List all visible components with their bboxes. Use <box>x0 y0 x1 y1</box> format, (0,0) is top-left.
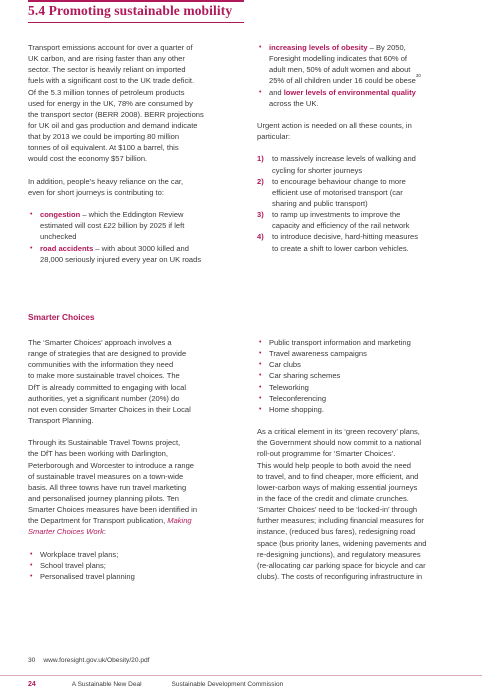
text-line: further measures; including financial measures for <box>257 516 424 526</box>
smarter-measures-list-right <box>257 337 472 415</box>
numbered-list <box>257 153 467 253</box>
text-line: DfT is already committed to engaging with local <box>28 382 187 392</box>
text-line: the transport sector (BERR 2008). BERR projections <box>28 109 204 119</box>
bullet-obesity <box>257 42 467 87</box>
text-line: As a critical element in its ‘green recovery’ plans, <box>257 427 420 437</box>
publication-title: Making <box>167 516 192 526</box>
list-item: • Home shopping. <box>257 404 472 415</box>
text-line: roll-out programme for ‘Smarter Choices’. <box>257 449 396 459</box>
text-line: capacity and efficiency of the rail network <box>272 221 410 231</box>
text-line: Peterborough and Worcester to introduce a range <box>28 460 194 470</box>
list-item: • Teleconferencing <box>257 393 472 404</box>
travel-towns-paragraph <box>28 437 238 537</box>
intro-paragraph <box>28 42 238 165</box>
text-line: Of the 5.3 million tonnes of petroleum products <box>28 87 185 97</box>
text-line: to massively increase levels of walking and <box>272 154 416 164</box>
text-line: Transport Planning. <box>28 415 94 425</box>
numbered-item <box>257 176 467 209</box>
text-line: that by 2013 we could be importing 80 million <box>28 132 180 142</box>
text-line: ‘Smarter Choices’ need to be ‘locked-in’ through <box>257 505 418 515</box>
text-line: unchecked <box>40 232 77 242</box>
bullet-bold-term: congestion <box>40 210 81 220</box>
list-item: • Car clubs <box>257 359 472 370</box>
right-column-bottom <box>257 337 472 582</box>
text-line: lower-carbon ways of making essential journeys <box>257 482 418 492</box>
text-line: to make more sustainable travel choices. The <box>28 371 180 381</box>
text-line: authorities, yet a significant number (20%) do <box>28 393 180 403</box>
text-line: instance, (reduced bus fares), redesigning road <box>257 527 416 537</box>
text-line: – By 2050, <box>367 43 406 52</box>
text-line: UK carbon, and are rising faster than any other <box>28 54 185 64</box>
text-line: cycling for shorter journeys <box>272 165 363 175</box>
list-item: • Travel awareness campaigns <box>257 348 472 359</box>
item-number: 3) <box>257 210 264 220</box>
text-line: sharing and public transport) <box>272 198 368 208</box>
text-line: Urgent action is needed on all these counts, in <box>257 120 412 130</box>
text-line: – which the Eddington Review <box>80 210 184 220</box>
text-line: communities with the information they need <box>28 360 174 370</box>
text-line: Foresight modelling indicates that 60% of <box>269 54 408 64</box>
text-line: clubs). The costs of reconfiguring infrastructure in <box>257 571 423 581</box>
numbered-item <box>257 153 467 175</box>
footnote-number: 30 <box>28 657 36 664</box>
bullet-bold-term: lower levels of environmental quality <box>283 87 416 97</box>
bullet-bold-term: road accidents <box>40 243 94 253</box>
item-number: 1) <box>257 154 264 164</box>
numbered-item <box>257 209 467 231</box>
smarter-choices-heading: Smarter Choices <box>28 312 95 322</box>
urgent-action-paragraph <box>257 120 467 142</box>
item-number: 4) <box>257 232 264 242</box>
text-line: and personalised journey planning pilots. Ten <box>28 493 179 503</box>
smarter-choices-intro <box>28 337 238 426</box>
text-line: space (bus priority lanes, widening pavements and <box>257 538 427 548</box>
text-line: to travel, and to find cheaper, more efficient, and <box>257 471 419 481</box>
text-line: This would help people to both avoid the need <box>257 460 411 470</box>
text-line: Through its Sustainable Travel Towns project, <box>28 438 181 448</box>
list-item: • Public transport information and marketing <box>257 337 472 348</box>
text-line: to create a shift to lower carbon vehicles. <box>272 243 409 253</box>
footnote <box>28 657 150 664</box>
text-line: tonnes of oil equivalent. At $100 a barrel, this <box>28 143 179 153</box>
text-line: The ‘Smarter Choices’ approach involves a <box>28 338 172 347</box>
text-line: the Department for Transport publication, <box>28 516 168 526</box>
text-line: Transport emissions account for over a quarter of <box>28 43 193 52</box>
text-line: of sustainable travel measures on a town-wide <box>28 471 184 481</box>
text-line: the DfT has been working with Darlington, <box>28 449 168 459</box>
text-line: : <box>103 527 107 537</box>
text-line: Smarter Choices measures have been identified in <box>28 505 198 515</box>
text-line: to ramp up investments to improve the <box>272 210 401 220</box>
text-line: 28,000 seriously injured every year on UK roads <box>40 254 202 264</box>
text-line: efficient use of motorised transport (car <box>272 187 403 197</box>
left-column-bottom <box>28 337 238 582</box>
numbered-item <box>257 231 467 253</box>
top-rule <box>28 0 244 2</box>
list-item: • Teleworking <box>257 382 472 393</box>
text-line: and <box>269 87 284 97</box>
page-number: 24 <box>28 681 36 688</box>
text-line: would cost the economy $57 billion. <box>28 154 148 164</box>
footnote-link[interactable]: www.foresight.gov.uk/Obesity/20.pdf <box>43 657 150 664</box>
smarter-measures-list-left <box>28 549 238 582</box>
text-line: in the face of the credit and climate crunches. <box>257 493 409 503</box>
text-line: – with about 3000 killed and <box>93 243 189 253</box>
text-line: fuels with a significant cost to the UK trade deficit. <box>28 76 195 86</box>
text-line: basis. All three towns have run travel marketing <box>28 482 187 492</box>
bullet-road-accidents <box>28 243 238 265</box>
page-footer <box>28 681 283 688</box>
list-item: • Car sharing schemes <box>257 370 472 381</box>
left-column-top <box>28 42 238 265</box>
text-line: particular: <box>257 132 291 142</box>
bullet-bold-term: increasing levels of obesity <box>269 43 368 52</box>
text-line: re-designing junctions), and regulatory measures <box>257 549 421 559</box>
text-line: estimated will cost £22 billion by 2025 if left <box>40 221 185 231</box>
text-line: even for short journeys is contributing to: <box>28 187 164 197</box>
text-line: In addition, people’s heavy reliance on the car, <box>28 176 184 186</box>
footer-rule <box>0 675 482 676</box>
text-line: adult men, 50% of adult women and about <box>269 65 411 75</box>
list-item: • School travel plans; <box>28 560 238 571</box>
text-line: to introduce decisive, hard-hitting measures <box>272 232 418 242</box>
publication-title: Smarter Choices Work <box>28 527 104 537</box>
text-line: not even consider Smarter Choices in their Local <box>28 404 191 414</box>
footnote-ref: 30 <box>415 73 421 79</box>
list-item: • Personalised travel planning <box>28 571 238 582</box>
text-line: across the UK. <box>269 98 319 108</box>
text-line: 25% of all children under 16 could be obese <box>269 76 416 86</box>
text-line: the Government should now commit to a national <box>257 438 422 448</box>
text-line: sector. The sector is heavily reliant on imported <box>28 65 186 75</box>
text-line: used for energy in the UK, 78% are consumed by <box>28 98 193 108</box>
list-item: • Workplace travel plans; <box>28 549 238 560</box>
item-number: 2) <box>257 176 264 186</box>
bullet-environmental-quality <box>257 87 467 109</box>
section-title: 5.4 Promoting sustainable mobility <box>28 3 233 18</box>
text-line: (re-allocating car parking space for bicycle and car <box>257 560 426 570</box>
organisation-name: Sustainable Development Commission <box>171 681 284 688</box>
green-recovery-paragraph <box>257 426 472 582</box>
text-line: to encourage behaviour change to more <box>272 176 406 186</box>
publication-name: A Sustainable New Deal <box>71 681 142 688</box>
right-column-top <box>257 42 467 254</box>
section-rule <box>28 22 244 23</box>
bullet-congestion <box>28 209 238 242</box>
text-line: for UK oil and gas production and demand indicate <box>28 120 198 130</box>
reliance-paragraph <box>28 176 238 198</box>
text-line: range of strategies that are designed to provide <box>28 349 187 359</box>
